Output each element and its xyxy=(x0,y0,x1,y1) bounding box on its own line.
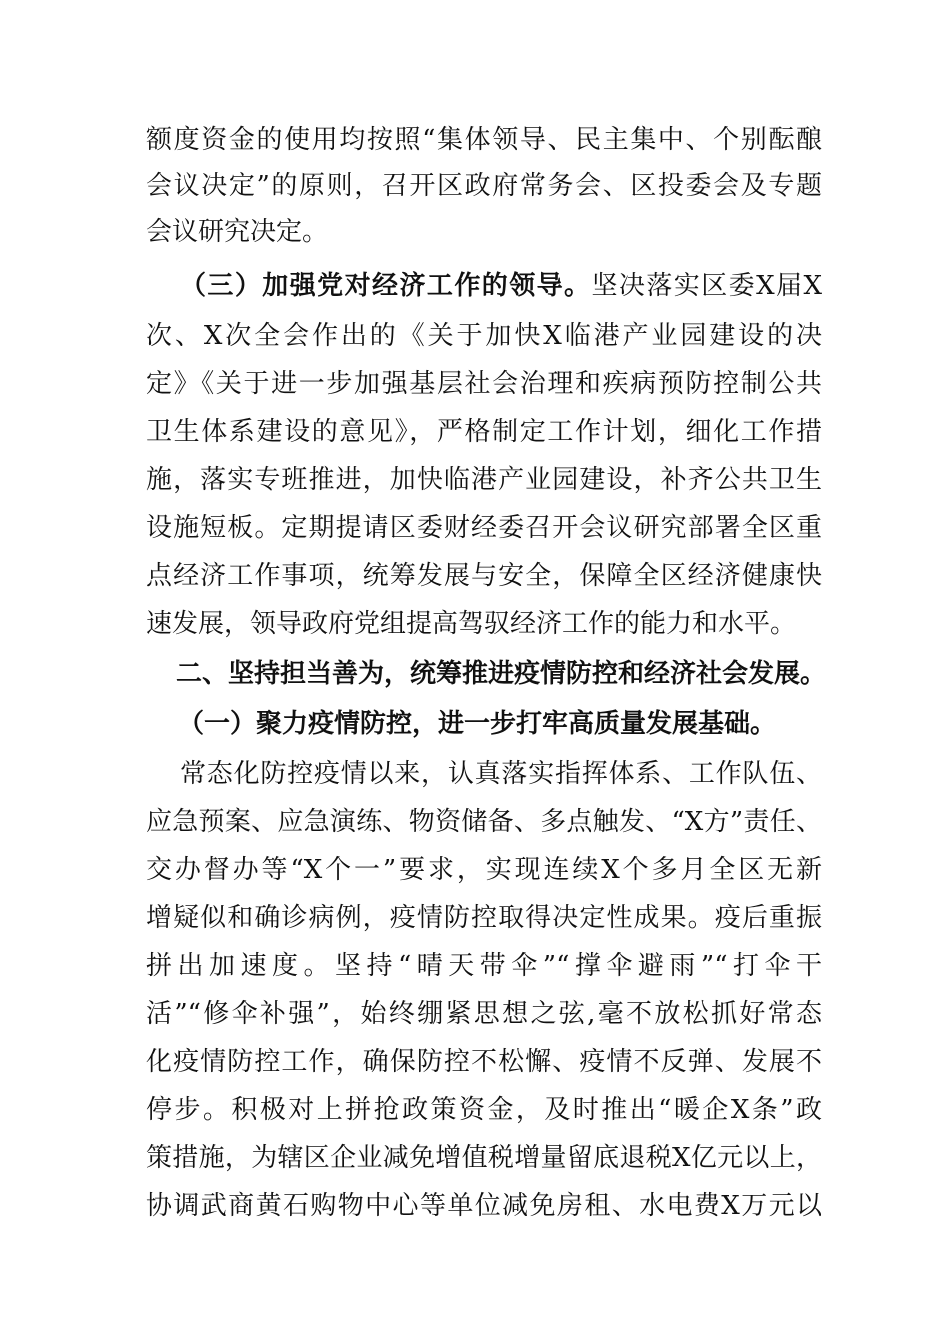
subsection-heading: （一）聚力疫情防控，进一步打牢高质量发展基础。 xyxy=(178,709,777,739)
paragraph-line: 策措施，为辖区企业减免增值税增量留底退税X亿元以上， xyxy=(146,1143,822,1173)
paragraph-line: 化疫情防控工作，确保防控不松懈、疫情不反弹、发展不 xyxy=(146,1047,822,1077)
paragraph-line: 定》《关于进一步加强基层社会治理和疾病预防控制公共 xyxy=(146,369,822,399)
paragraph-line: 会议研究决定。 xyxy=(146,217,329,247)
paragraph-line: 增疑似和确诊病例，疫情防控取得决定性成果。疫后重振 xyxy=(146,903,822,933)
section-heading: 二、坚持担当善为，统筹推进疫情防控和经济社会发展。 xyxy=(176,659,827,689)
paragraph-line: 卫生体系建设的意见》，严格制定工作计划，细化工作措 xyxy=(146,417,822,447)
paragraph-line: 应急预案、应急演练、物资储备、多点触发、“X方”责任、 xyxy=(146,807,822,837)
paragraph-line: 停步。积极对上拼抢政策资金，及时推出“暖企X条”政 xyxy=(146,1095,822,1125)
paragraph-line: 施，落实专班推进，加快临港产业园建设，补齐公共卫生 xyxy=(146,465,822,495)
paragraph-first-line: 常态化防控疫情以来，认真落实指挥体系、工作队伍、 xyxy=(180,759,822,789)
paragraph-line: 设施短板。定期提请区委财经委召开会议研究部署全区重 xyxy=(146,513,822,543)
paragraph-line: 协调武商黄石购物中心等单位减免房租、水电费X万元以 xyxy=(146,1191,822,1221)
paragraph-line: 速发展，领导政府党组提高驾驭经济工作的能力和水平。 xyxy=(146,609,797,639)
subsection-heading: （三）加强党对经济工作的领导。 xyxy=(180,271,592,301)
paragraph-text: 坚决落实区委X届X xyxy=(591,271,822,301)
paragraph-line: 活”“修伞补强”，始终绷紧思想之弦,毫不放松抓好常态 xyxy=(146,999,822,1029)
paragraph-line: 点经济工作事项，统筹发展与安全，保障全区经济健康快 xyxy=(146,561,822,591)
paragraph-line: 次、X次全会作出的《关于加快X临港产业园建设的决 xyxy=(146,321,822,351)
paragraph-line: 额度资金的使用均按照“集体领导、民主集中、个别酝酿 xyxy=(146,125,822,155)
paragraph-line: 会议决定”的原则，召开区政府常务会、区投委会及专题 xyxy=(146,171,822,201)
paragraph-line: 拼出加速度。坚持“晴天带伞”“撑伞避雨”“打伞干 xyxy=(146,951,822,981)
paragraph-first-line xyxy=(180,266,822,306)
paragraph-line: 交办督办等“X个一”要求，实现连续X个多月全区无新 xyxy=(146,855,822,885)
